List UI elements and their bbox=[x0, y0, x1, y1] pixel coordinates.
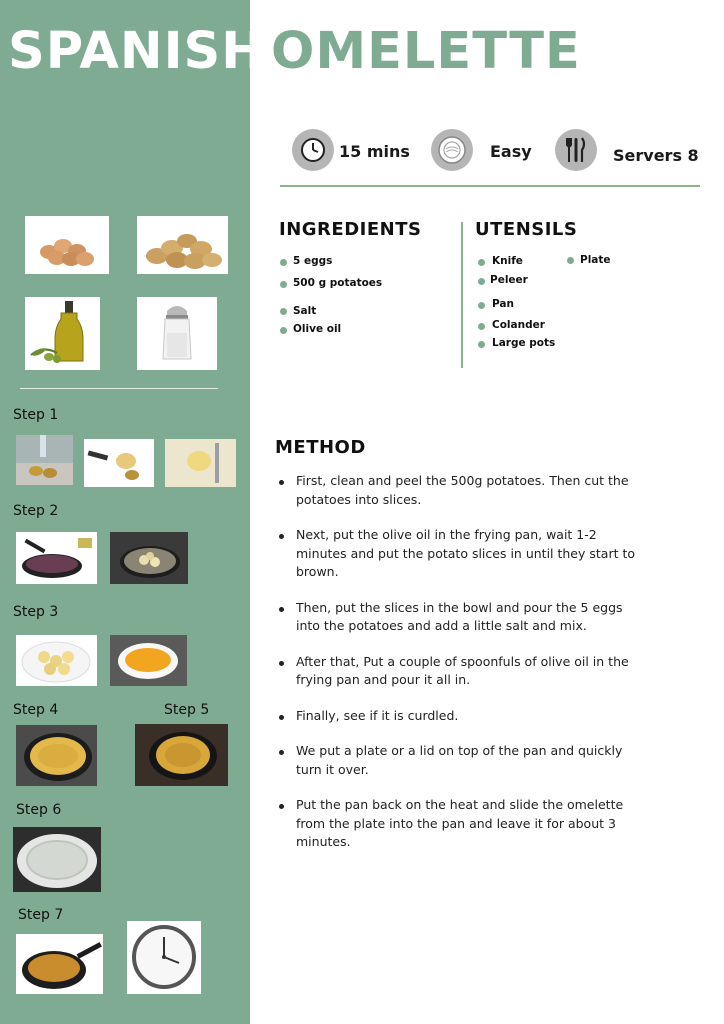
method-step: Finally, see if it is curdled. bbox=[277, 707, 647, 726]
info-divider bbox=[280, 185, 700, 187]
washing-potatoes-photo bbox=[16, 435, 73, 485]
bullet bbox=[280, 308, 287, 315]
ingredient-item: 5 eggs bbox=[293, 255, 333, 267]
method-step: We put a plate or a lid on top of the pan and quickly turn it over. bbox=[277, 742, 647, 779]
step-label: Step 7 bbox=[18, 907, 64, 923]
cutlery-icon bbox=[555, 129, 597, 171]
frying-potatoes-photo bbox=[110, 532, 188, 584]
utensil-item: Pan bbox=[492, 298, 514, 310]
step-label: Step 4 bbox=[13, 702, 59, 718]
ingredients-heading: INGREDIENTS bbox=[279, 219, 422, 240]
dish-icon bbox=[431, 129, 473, 171]
step-label: Step 6 bbox=[16, 802, 62, 818]
utensil-item: Peleer bbox=[490, 274, 528, 286]
omelette-cooking-photo bbox=[16, 725, 97, 786]
method-heading: METHOD bbox=[275, 437, 366, 458]
eggs-photo bbox=[25, 216, 109, 274]
bullet bbox=[478, 341, 485, 348]
page-title bbox=[8, 22, 581, 81]
ingredient-item: 500 g potatoes bbox=[293, 277, 383, 289]
method-step: Put the pan back on the heat and slide the omelette from the plate into the pan and leave it for about 3 minutes. bbox=[277, 796, 647, 852]
sidebar-divider bbox=[20, 388, 218, 389]
bullet bbox=[478, 323, 485, 330]
method-step: After that, Put a couple of spoonfuls of olive oil in the frying pan and pour it all in. bbox=[277, 653, 647, 690]
step-label: Step 2 bbox=[13, 503, 59, 519]
potato-slices-bowl-photo bbox=[16, 635, 97, 686]
ingredient-item: Olive oil bbox=[293, 323, 342, 335]
time-label: 15 mins bbox=[339, 142, 410, 161]
title-word-spanish: SPANISH bbox=[8, 22, 265, 81]
bullet bbox=[478, 278, 485, 285]
section-divider bbox=[461, 222, 463, 368]
utensils-heading: UTENSILS bbox=[475, 219, 578, 240]
bullet bbox=[280, 259, 287, 266]
bullet bbox=[567, 257, 574, 264]
utensil-item: Colander bbox=[492, 319, 545, 331]
peeling-photo bbox=[84, 439, 154, 487]
cutting-potato-photo bbox=[165, 439, 236, 487]
finished-omelette-photo bbox=[16, 934, 103, 994]
ingredient-item: Salt bbox=[293, 305, 317, 317]
method-step: First, clean and peel the 500g potatoes. Then cut the potatoes into slices. bbox=[277, 472, 647, 509]
step-label: Step 1 bbox=[13, 407, 59, 423]
clock-photo bbox=[127, 921, 201, 994]
oil-in-pan-photo bbox=[16, 532, 97, 584]
salt-shaker-photo bbox=[137, 297, 217, 370]
utensil-item: Large pots bbox=[492, 337, 556, 349]
step-label: Step 5 bbox=[164, 702, 210, 718]
beaten-eggs-photo bbox=[110, 635, 187, 686]
bullet bbox=[478, 259, 485, 266]
clock-icon bbox=[292, 129, 334, 171]
olive-oil-photo bbox=[25, 297, 100, 370]
omelette-browning-photo bbox=[135, 724, 228, 786]
potatoes-photo bbox=[137, 216, 228, 274]
plate-on-pan-photo bbox=[13, 827, 101, 892]
method-list bbox=[277, 472, 647, 869]
bullet bbox=[478, 302, 485, 309]
method-step: Then, put the slices in the bowl and pour the 5 eggs into the potatoes and add a little salt and mix. bbox=[277, 599, 647, 636]
method-step: Next, put the olive oil in the frying pan, wait 1-2 minutes and put the potato slices in until they start to brown. bbox=[277, 526, 647, 582]
bullet bbox=[280, 281, 287, 288]
difficulty-label: Easy bbox=[490, 142, 532, 161]
step-label: Step 3 bbox=[13, 604, 59, 620]
servings-label: Servers 8 bbox=[613, 146, 699, 165]
utensil-item: Plate bbox=[580, 254, 611, 266]
bullet bbox=[280, 327, 287, 334]
utensil-item: Knife bbox=[492, 255, 523, 267]
title-word-omelette: OMELETTE bbox=[270, 22, 581, 81]
